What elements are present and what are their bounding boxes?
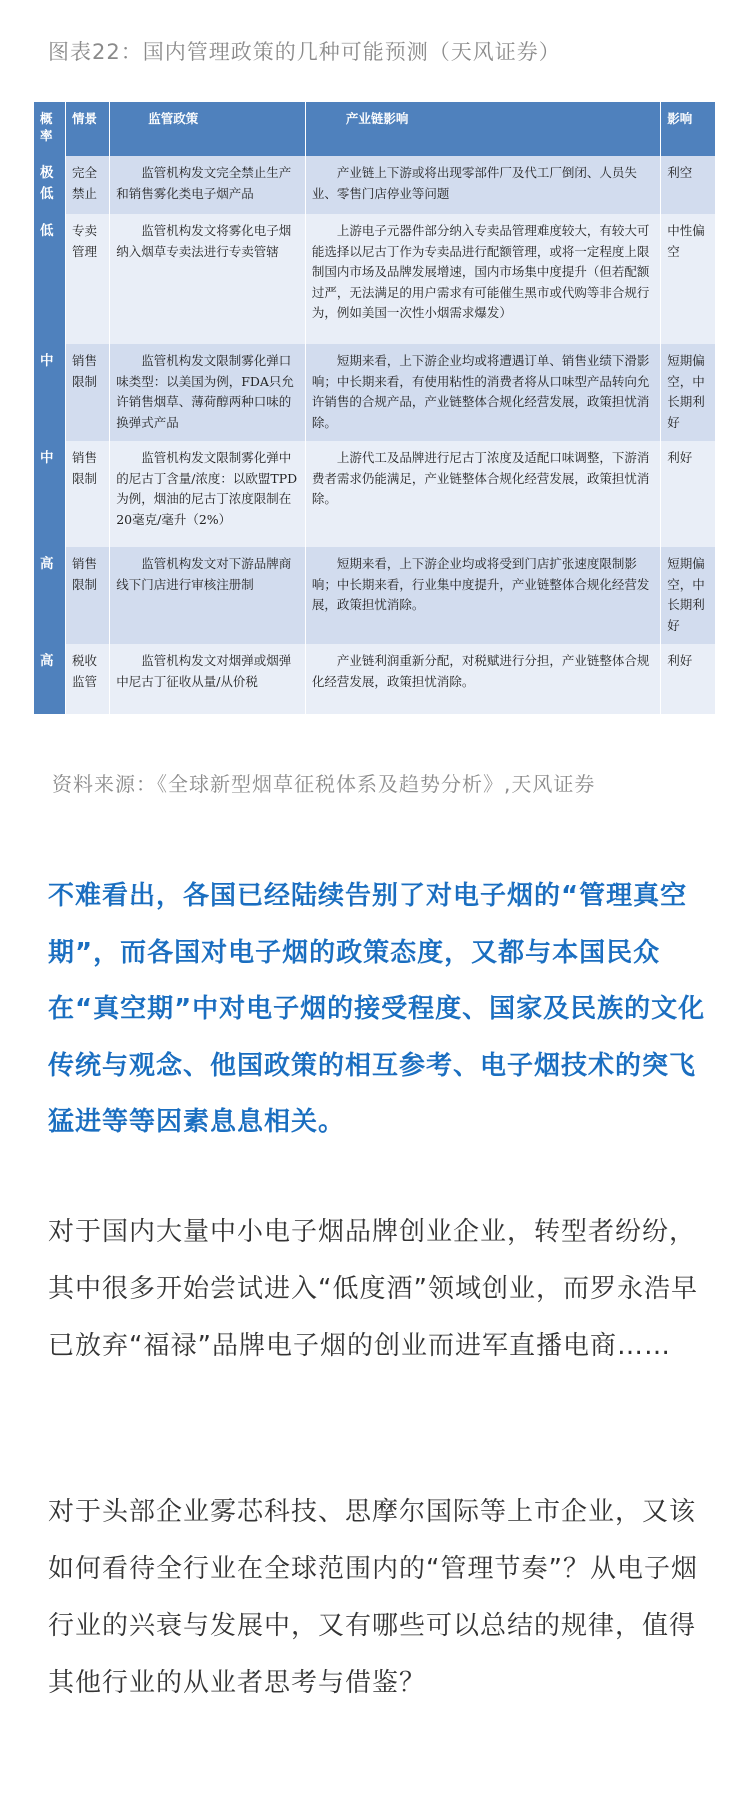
impact-cell: 中性偏空 xyxy=(661,214,716,344)
policy-text: 监管机构发文完全禁止生产和销售雾化类电子烟产品 xyxy=(116,165,292,201)
header-scenario: 情景 xyxy=(66,102,110,156)
probability-cell: 中 xyxy=(34,441,66,547)
header-probability: 概率 xyxy=(34,102,66,156)
impact-cell: 利空 xyxy=(661,156,716,214)
policy-cell xyxy=(110,547,306,644)
scenario-cell: 销售限制 xyxy=(66,344,110,441)
policy-cell xyxy=(110,344,306,441)
table-row xyxy=(34,441,716,547)
table-row xyxy=(34,214,716,344)
table-row xyxy=(34,644,716,714)
body-paragraph-2: 对于头部企业雾芯科技、思摩尔国际等上市企业，又该如何看待全行业在全球范围内的“管理节奏”？从电子烟行业的兴衰与发展中，又有哪些可以总结的规律，值得其他行业的从业者思考与借鉴？ xyxy=(48,1497,698,1698)
impact-cell: 利好 xyxy=(661,644,716,714)
impact-cell: 短期偏空，中长期利好 xyxy=(661,344,716,441)
policy-cell xyxy=(110,441,306,547)
policy-text: 监管机构发文对烟弹或烟弹中尼古丁征收从量/从价税 xyxy=(116,653,292,689)
table-header-row xyxy=(34,102,716,156)
chain-cell xyxy=(305,344,660,441)
probability-cell: 低 xyxy=(34,214,66,344)
figure-source: 资料来源：《全球新型烟草征税体系及趋势分析》,天风证券 xyxy=(52,772,596,796)
figure-title: 图表22：国内管理政策的几种可能预测（天风证券） xyxy=(48,40,561,64)
table-row xyxy=(34,344,716,441)
impact-cell: 利好 xyxy=(661,441,716,547)
chain-cell xyxy=(305,214,660,344)
policy-text: 监管机构发文限制雾化弹口味类型：以美国为例，FDA只允许销售烟草、薄荷醇两种口味的换弹式产品 xyxy=(116,353,294,430)
probability-cell: 极低 xyxy=(34,156,66,214)
scenario-cell: 销售限制 xyxy=(66,547,110,644)
body-paragraph-1: 对于国内大量中小电子烟品牌创业企业，转型者纷纷，其中很多开始尝试进入“低度酒”领域创业，而罗永浩早已放弃“福禄”品牌电子烟的创业而进军直播电商…… xyxy=(48,1217,698,1361)
policy-text: 监管机构发文对下游品牌商线下门店进行审核注册制 xyxy=(116,556,292,592)
probability-cell: 高 xyxy=(34,644,66,714)
chain-text: 短期来看，上下游企业均或将受到门店扩张速度限制影响；中长期来看，行业集中度提升，产业链整体合规化经营发展，政策担忧消除。 xyxy=(311,556,650,612)
probability-cell: 高 xyxy=(34,547,66,644)
header-impact: 影响 xyxy=(661,102,716,156)
scenario-cell: 税收监管 xyxy=(66,644,110,714)
policy-text: 监管机构发文限制雾化弹中的尼古丁含量/浓度：以欧盟TPD为例，烟油的尼古丁浓度限制在20毫克/毫升（2%） xyxy=(116,450,298,527)
chain-text: 上游代工及品牌进行尼古丁浓度及适配口味调整，下游消费者需求仍能满足，产业链整体合规化经营发展，政策担忧消除。 xyxy=(311,450,650,506)
chain-cell xyxy=(305,547,660,644)
chain-text: 产业链利润重新分配，对税赋进行分担，产业链整体合规化经营发展，政策担忧消除。 xyxy=(311,653,650,689)
probability-cell: 中 xyxy=(34,344,66,441)
policy-prediction-table xyxy=(34,102,716,714)
policy-cell xyxy=(110,644,306,714)
table-row xyxy=(34,156,716,214)
header-chain-impact: 产业链影响 xyxy=(305,102,660,156)
impact-cell: 短期偏空，中长期利好 xyxy=(661,547,716,644)
header-policy: 监管政策 xyxy=(110,102,306,156)
policy-text: 监管机构发文将雾化电子烟纳入烟草专卖法进行专卖管辖 xyxy=(116,223,292,259)
chain-text: 短期来看，上下游企业均或将遭遇订单、销售业绩下滑影响；中长期来看，有使用粘性的消费者将从口味型产品转向允许销售的合规产品，产业链整体合规化经营发展，政策担忧消除。 xyxy=(311,353,650,430)
scenario-cell: 完全禁止 xyxy=(66,156,110,214)
policy-table-container xyxy=(34,102,716,714)
policy-cell xyxy=(110,156,306,214)
chain-cell xyxy=(305,644,660,714)
scenario-cell: 销售限制 xyxy=(66,441,110,547)
chain-text: 产业链上下游或将出现零部件厂及代工厂倒闭、人员失业、零售门店停业等问题 xyxy=(311,165,637,201)
policy-cell xyxy=(110,214,306,344)
chain-text: 上游电子元器件部分纳入专卖品管理难度较大，有较大可能选择以尼古丁作为专卖品进行配额管理，或将一定程度上限制国内市场及品牌发展增速，国内市场集中度提升（但若配额过严，无法满足的用户需求有可能催生黑市或代购等非合规行为，例如美国一次性小烟需求爆发） xyxy=(311,223,650,320)
chain-cell xyxy=(305,156,660,214)
chain-cell xyxy=(305,441,660,547)
scenario-cell: 专卖管理 xyxy=(66,214,110,344)
table-row xyxy=(34,547,716,644)
highlight-paragraph: 不难看出，各国已经陆续告别了对电子烟的“管理真空期”，而各国对电子烟的政策态度，又都与本国民众在“真空期”中对电子烟的接受程度、国家及民族的文化传统与观念、他国政策的相互参考、电子烟技术的突飞猛进等等因素息息相关。 xyxy=(48,881,706,1137)
